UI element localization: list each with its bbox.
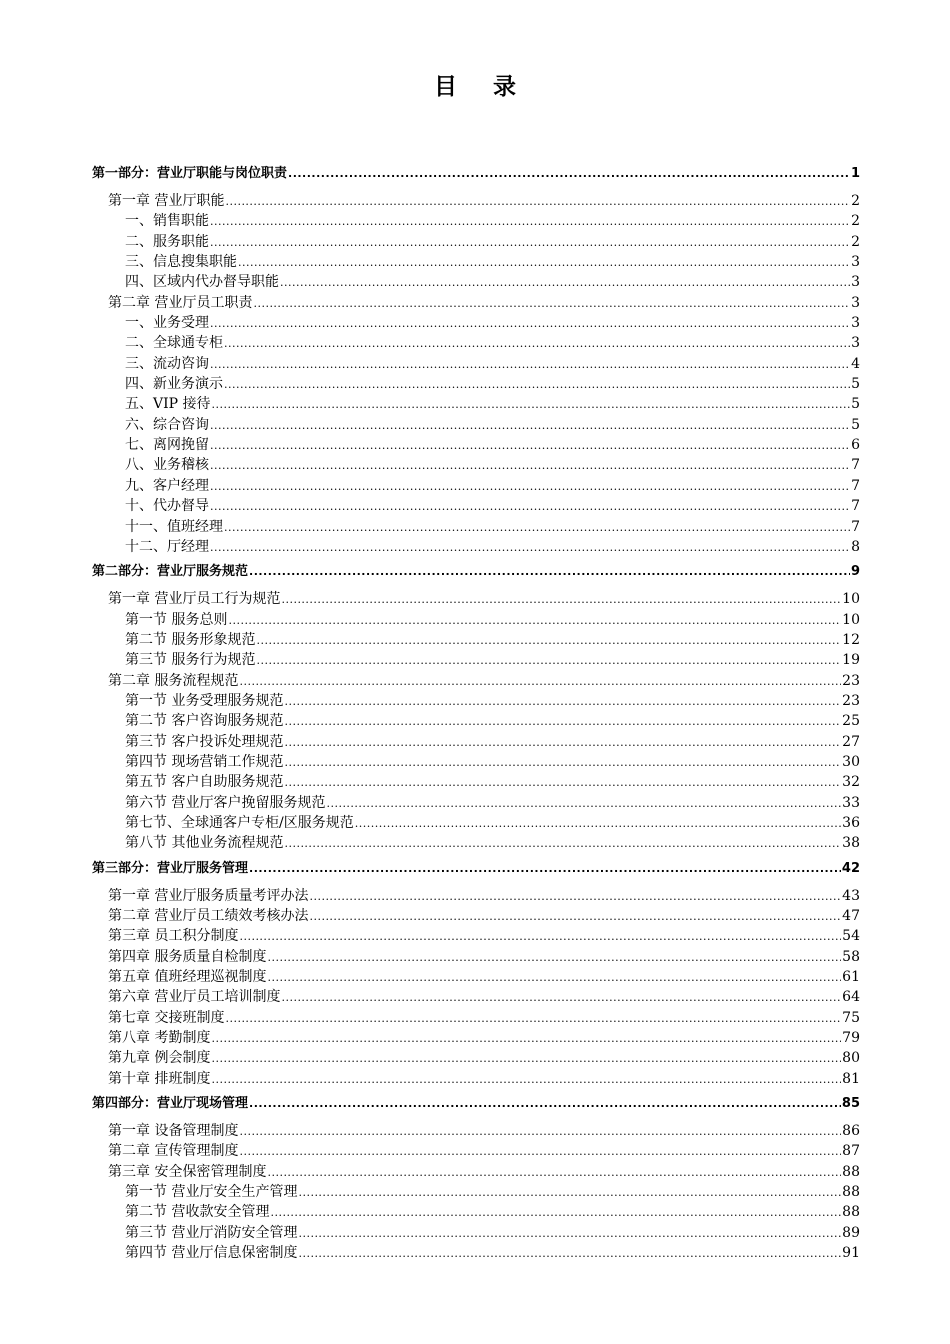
toc-entry-page-number: 5 [851, 416, 860, 433]
toc-dot-leader [239, 1141, 841, 1162]
toc-dot-leader [281, 589, 841, 610]
toc-chapter-entry[interactable] [92, 967, 860, 987]
toc-section-entry[interactable] [92, 793, 860, 813]
toc-dot-leader [224, 517, 850, 538]
toc-section-entry[interactable] [92, 1202, 860, 1222]
toc-dot-leader [256, 650, 841, 671]
toc-entry-page-number: 12 [842, 631, 860, 648]
toc-entry-page-number: 10 [842, 591, 860, 608]
toc-entry-label: 三、信息搜集职能 [125, 254, 237, 271]
toc-dot-leader [267, 947, 841, 968]
toc-dot-leader [210, 415, 850, 436]
toc-entry-page-number: 7 [851, 457, 860, 474]
toc-chapter-entry[interactable] [92, 293, 860, 313]
toc-entry-page-number: 9 [850, 564, 860, 580]
toc-entry-label: 十二、厅经理 [125, 538, 209, 555]
toc-entry-page-number: 85 [841, 1096, 860, 1112]
toc-section-entry[interactable] [92, 1182, 860, 1202]
toc-dot-leader [210, 232, 850, 253]
toc-entry-label: 八、业务稽核 [125, 457, 209, 474]
toc-section-entry[interactable] [92, 752, 860, 772]
toc-entry-label: 第八节 其他业务流程规范 [125, 835, 284, 852]
toc-entry-label: 第四节 营业厅信息保密制度 [125, 1245, 298, 1262]
toc-entry-page-number: 8 [851, 538, 860, 555]
toc-chapter-entry[interactable] [92, 671, 860, 691]
toc-entry-label: 第三节 服务行为规范 [125, 652, 256, 669]
toc-dot-leader [210, 537, 850, 558]
toc-dot-leader [225, 1008, 841, 1029]
toc-entry-page-number: 3 [851, 315, 860, 332]
toc-dot-leader [270, 1202, 841, 1223]
toc-entry-label: 第三部分：营业厅服务管理 [92, 860, 249, 876]
toc-section-entry[interactable] [92, 313, 860, 333]
toc-section-entry[interactable] [92, 211, 860, 231]
toc-entry-label: 九、客户经理 [125, 477, 209, 494]
toc-dot-leader [211, 1028, 841, 1049]
toc-dot-leader [298, 1223, 841, 1244]
toc-entry-label: 第五节 客户自助服务规范 [125, 774, 284, 791]
toc-entry-page-number: 1 [850, 166, 860, 181]
toc-entry-page-number: 23 [842, 692, 860, 709]
toc-dot-leader [238, 252, 850, 273]
toc-chapter-entry[interactable] [92, 886, 860, 906]
toc-entry-page-number: 2 [851, 233, 860, 250]
toc-section-entry[interactable] [92, 394, 860, 414]
toc-dot-leader [210, 476, 850, 497]
toc-chapter-entry[interactable] [92, 987, 860, 1007]
toc-entry-page-number: 47 [842, 908, 860, 924]
toc-entry-page-number: 7 [851, 498, 860, 515]
toc-section-entry[interactable] [92, 517, 860, 537]
toc-entry-page-number: 38 [842, 835, 860, 852]
toc-entry-label: 第三节 客户投诉处理规范 [125, 733, 284, 750]
toc-section-entry[interactable] [92, 455, 860, 475]
toc-entry-page-number: 3 [851, 294, 860, 311]
toc-dot-leader [309, 906, 841, 927]
toc-entry-page-number: 91 [842, 1245, 860, 1262]
toc-entry-page-number: 5 [851, 396, 860, 413]
toc-entry-page-number: 43 [842, 887, 860, 904]
toc-dot-leader [224, 374, 850, 395]
toc-section-entry[interactable] [92, 711, 860, 731]
toc-entry-label: 第七节、全球通客户专柜/区服务规范 [125, 814, 354, 831]
toc-dot-leader [280, 272, 850, 293]
toc-chapter-entry[interactable] [92, 1141, 860, 1161]
toc-entry-label: 第一部分：营业厅职能与岗位职责 [92, 166, 288, 181]
toc-dot-leader [239, 671, 841, 692]
toc-entry-label: 二、全球通专柜 [125, 335, 223, 352]
toc-dot-leader [281, 987, 841, 1008]
toc-entry-page-number: 58 [842, 948, 860, 965]
toc-entry-page-number: 2 [851, 193, 860, 209]
toc-dot-leader [256, 630, 841, 651]
toc-entry-page-number: 23 [842, 672, 860, 689]
toc-entry-label: 六、综合咨询 [125, 416, 209, 433]
table-of-contents [92, 159, 860, 1264]
toc-entry-label: 第四章 服务质量自检制度 [108, 948, 267, 965]
toc-entry-label: 第二节 客户咨询服务规范 [125, 713, 284, 730]
toc-entry-page-number: 3 [851, 254, 860, 271]
toc-section-entry[interactable] [92, 1223, 860, 1243]
toc-section-entry[interactable] [92, 374, 860, 394]
toc-dot-leader [210, 211, 850, 232]
toc-section-entry[interactable] [92, 435, 860, 455]
toc-section-entry[interactable] [92, 1243, 860, 1263]
toc-entry-label: 一、销售职能 [125, 213, 209, 230]
toc-entry-page-number: 89 [842, 1224, 860, 1241]
toc-entry-label: 第八章 考勤制度 [108, 1030, 211, 1047]
toc-entry-page-number: 33 [842, 794, 860, 811]
toc-chapter-entry[interactable] [92, 1028, 860, 1048]
toc-entry-page-number: 19 [842, 652, 860, 669]
toc-entry-page-number: 87 [842, 1143, 860, 1160]
toc-chapter-entry[interactable] [92, 947, 860, 967]
toc-entry-page-number: 4 [851, 355, 860, 372]
toc-entry-label: 第一节 营业厅安全生产管理 [125, 1184, 298, 1201]
toc-dot-leader [224, 333, 850, 354]
toc-dot-leader [284, 772, 841, 793]
toc-entry-label: 第十章 排班制度 [108, 1070, 211, 1087]
toc-dot-leader [298, 1182, 841, 1203]
toc-entry-label: 第四节 现场营销工作规范 [125, 753, 284, 770]
toc-entry-page-number: 6 [851, 437, 860, 454]
toc-entry-page-number: 42 [841, 860, 860, 876]
toc-section-entry[interactable] [92, 833, 860, 853]
toc-entry-page-number: 36 [842, 814, 860, 831]
toc-chapter-entry[interactable] [92, 191, 860, 211]
toc-dot-leader [253, 293, 850, 314]
toc-part-entry[interactable] [92, 1092, 860, 1116]
toc-dot-leader [284, 691, 841, 712]
toc-entry-page-number: 3 [851, 274, 860, 291]
toc-entry-label: 七、离网挽留 [125, 437, 209, 454]
toc-entry-page-number: 79 [842, 1030, 860, 1047]
toc-entry-page-number: 64 [842, 989, 860, 1006]
toc-dot-leader [228, 610, 841, 631]
toc-dot-leader [284, 711, 841, 732]
toc-entry-page-number: 61 [842, 969, 860, 986]
toc-dot-leader [212, 394, 851, 415]
toc-dot-leader [267, 1162, 841, 1183]
toc-entry-page-number: 27 [842, 733, 860, 750]
toc-chapter-entry[interactable] [92, 906, 860, 926]
toc-entry-label: 第六节 营业厅客户挽留服务规范 [125, 794, 326, 811]
toc-entry-page-number: 80 [842, 1050, 860, 1067]
toc-entry-page-number: 88 [842, 1184, 860, 1201]
toc-section-entry[interactable] [92, 772, 860, 792]
toc-entry-page-number: 3 [851, 335, 860, 352]
toc-entry-label: 第一章 营业厅职能 [108, 193, 225, 209]
toc-dot-leader [210, 496, 850, 517]
toc-entry-label: 三、流动咨询 [125, 355, 209, 372]
toc-dot-leader [225, 191, 850, 212]
toc-section-entry[interactable] [92, 232, 860, 252]
toc-entry-page-number: 7 [851, 477, 860, 494]
toc-entry-page-number: 30 [842, 753, 860, 770]
toc-chapter-entry[interactable] [92, 1121, 860, 1141]
toc-entry-label: 十、代办督导 [125, 498, 209, 515]
toc-entry-label: 第一节 业务受理服务规范 [125, 692, 284, 709]
toc-entry-label: 第二章 营业厅员工绩效考核办法 [108, 908, 309, 924]
toc-section-entry[interactable] [92, 691, 860, 711]
toc-dot-leader [211, 1069, 841, 1090]
toc-dot-leader [267, 967, 841, 988]
toc-dot-leader [309, 886, 841, 907]
toc-entry-label: 第一节 服务总则 [125, 611, 228, 628]
toc-chapter-entry[interactable] [92, 926, 860, 946]
toc-entry-label: 四、区域内代办督导职能 [125, 274, 279, 291]
toc-section-entry[interactable] [92, 610, 860, 630]
toc-entry-label: 第二章 营业厅员工职责 [108, 294, 253, 311]
toc-entry-label: 第七章 交接班制度 [108, 1009, 225, 1026]
toc-entry-label: 第二节 营收款安全管理 [125, 1204, 270, 1221]
toc-entry-page-number: 5 [851, 376, 860, 393]
toc-dot-leader [249, 560, 850, 584]
toc-dot-leader [239, 1121, 841, 1142]
toc-dot-leader [211, 1048, 841, 1069]
toc-entry-label: 第五章 值班经理巡视制度 [108, 969, 267, 986]
toc-dot-leader [326, 793, 841, 814]
toc-section-entry[interactable] [92, 732, 860, 752]
toc-entry-page-number: 32 [842, 774, 860, 791]
toc-part-entry[interactable] [92, 857, 860, 881]
toc-dot-leader [249, 857, 841, 881]
toc-dot-leader [210, 313, 850, 334]
toc-entry-label: 第三章 安全保密管理制度 [108, 1163, 267, 1180]
toc-chapter-entry[interactable] [92, 1162, 860, 1182]
toc-chapter-entry[interactable] [92, 1008, 860, 1028]
toc-section-entry[interactable] [92, 496, 860, 516]
toc-dot-leader [284, 732, 841, 753]
toc-dot-leader [239, 926, 841, 947]
toc-entry-page-number: 75 [842, 1009, 860, 1026]
toc-section-entry[interactable] [92, 354, 860, 374]
toc-section-entry[interactable] [92, 630, 860, 650]
toc-entry-label: 二、服务职能 [125, 233, 209, 250]
page-title: 目 录 [433, 74, 530, 100]
toc-entry-page-number: 86 [842, 1123, 860, 1140]
toc-entry-page-number: 10 [842, 611, 860, 628]
toc-part-entry[interactable] [92, 560, 860, 584]
toc-dot-leader [284, 752, 841, 773]
toc-section-entry[interactable] [92, 272, 860, 292]
toc-entry-page-number: 88 [842, 1204, 860, 1221]
toc-entry-label: 第六章 营业厅员工培训制度 [108, 989, 281, 1006]
toc-section-entry[interactable] [92, 252, 860, 272]
toc-entry-label: 第四部分：营业厅现场管理 [92, 1096, 249, 1112]
toc-dot-leader [210, 435, 850, 456]
toc-section-entry[interactable] [92, 333, 860, 353]
toc-entry-label: 第三节 营业厅消防安全管理 [125, 1224, 298, 1241]
toc-entry-label: 四、新业务演示 [125, 376, 223, 393]
toc-entry-page-number: 81 [842, 1070, 860, 1087]
toc-part-entry[interactable] [92, 162, 860, 186]
toc-dot-leader [284, 833, 841, 854]
toc-entry-label: 一、业务受理 [125, 315, 209, 332]
toc-dot-leader [355, 813, 841, 834]
toc-entry-page-number: 54 [842, 928, 860, 945]
toc-entry-page-number: 2 [851, 213, 860, 230]
toc-dot-leader [210, 455, 850, 476]
toc-entry-label: 第九章 例会制度 [108, 1050, 211, 1067]
toc-section-entry[interactable] [92, 537, 860, 557]
toc-entry-label: 十一、值班经理 [125, 518, 223, 535]
toc-chapter-entry[interactable] [92, 1048, 860, 1068]
toc-entry-page-number: 25 [842, 713, 860, 730]
toc-entry-label: 第一章 营业厅员工行为规范 [108, 591, 281, 608]
toc-section-entry[interactable] [92, 650, 860, 670]
toc-dot-leader [298, 1243, 841, 1264]
toc-entry-label: 第三章 员工积分制度 [108, 928, 239, 945]
toc-entry-label: 五、VIP 接待 [125, 396, 211, 413]
toc-section-entry[interactable] [92, 415, 860, 435]
toc-entry-label: 第二节 服务形象规范 [125, 631, 256, 648]
toc-section-entry[interactable] [92, 813, 860, 833]
toc-dot-leader [288, 162, 850, 186]
toc-entry-page-number: 7 [851, 518, 860, 535]
toc-chapter-entry[interactable] [92, 1069, 860, 1089]
toc-chapter-entry[interactable] [92, 589, 860, 609]
toc-entry-label: 第一章 营业厅服务质量考评办法 [108, 887, 309, 904]
toc-dot-leader [249, 1092, 841, 1116]
toc-entry-label: 第二章 服务流程规范 [108, 672, 239, 689]
toc-entry-label: 第二章 宣传管理制度 [108, 1143, 239, 1160]
toc-entry-page-number: 88 [842, 1163, 860, 1180]
toc-dot-leader [210, 354, 850, 375]
toc-entry-label: 第一章 设备管理制度 [108, 1123, 239, 1140]
toc-section-entry[interactable] [92, 476, 860, 496]
toc-entry-label: 第二部分：营业厅服务规范 [92, 564, 249, 580]
